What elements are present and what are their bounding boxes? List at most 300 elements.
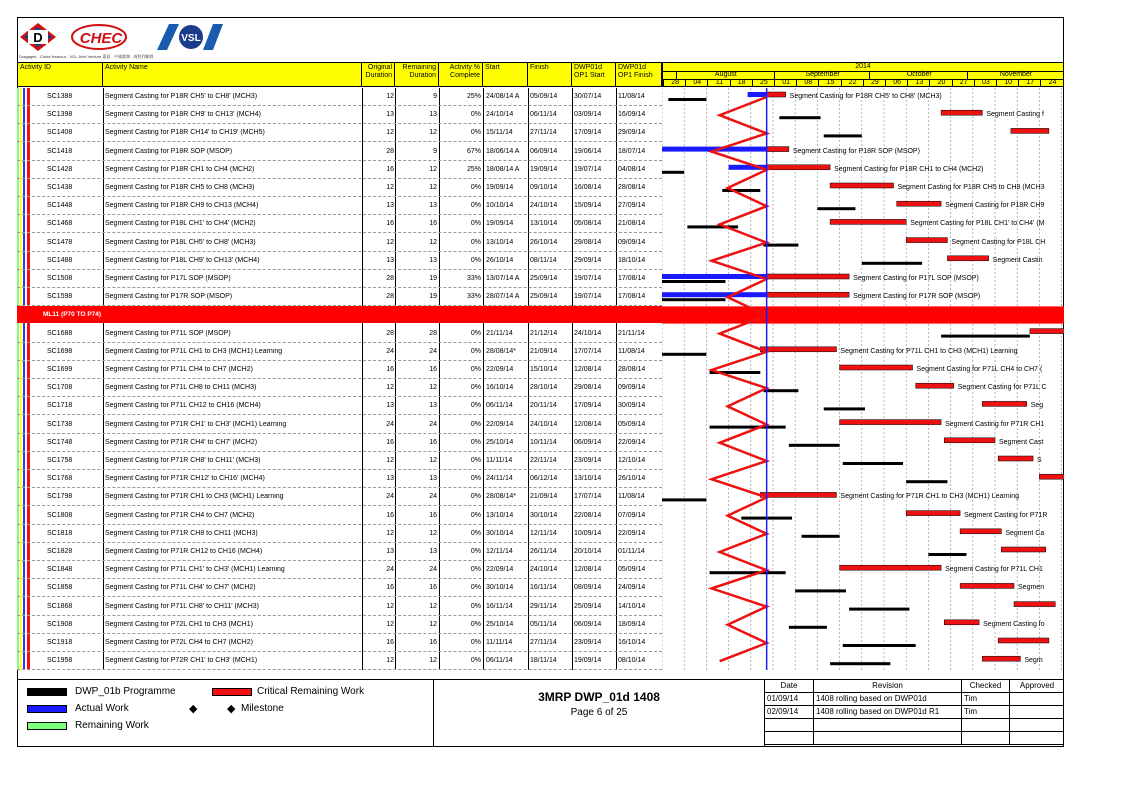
gantt-bar-label: Segment Casting for P71R CH1	[945, 420, 1045, 428]
vsl-logo	[155, 22, 225, 52]
cell-pct: 0%	[470, 457, 481, 464]
gantt-critical-bar	[840, 365, 913, 370]
cell-finish: 06/12/14	[530, 475, 558, 483]
cell-id: SC1598	[47, 293, 73, 301]
cell-start: 19/09/14	[486, 220, 514, 228]
gantt-critical-bar	[916, 383, 954, 388]
gantt-critical-bar	[1011, 128, 1049, 133]
gantt-bar-label: Segment Casting fo	[983, 620, 1045, 628]
cell-name: Segment Casting for P71L CH1' to CH3' (MCH1) Learning	[105, 566, 285, 574]
cell-name: Segment Casting for P71L CH4' to CH7' (MCH2)	[105, 584, 256, 592]
cell-finish: 24/10/14	[530, 202, 558, 210]
cell-finish: 08/11/14	[530, 256, 557, 264]
cell-id: SC1448	[47, 202, 73, 210]
cell-finish: 05/09/14	[530, 93, 558, 100]
activity-row[interactable]	[17, 579, 662, 597]
cell-ds: 19/07/14	[574, 293, 602, 301]
cell-start: 06/11/14	[486, 657, 513, 665]
cell-pct: 25%	[466, 93, 481, 100]
cell-id: SC1848	[47, 566, 73, 574]
cell-df: 16/10/14	[618, 639, 646, 646]
cell-name: Segment Casting for P18R CH1 to CH4 (MCH2)	[105, 165, 255, 173]
gantt-wbs-band	[662, 306, 1064, 323]
gantt-critical-bar	[944, 438, 995, 443]
cell-od: 12	[386, 184, 394, 191]
cell-df: 11/08/14	[618, 493, 645, 501]
activity-row[interactable]	[17, 252, 662, 270]
timeline-week: 18	[730, 79, 753, 87]
timeline-header	[662, 62, 1064, 87]
activity-row[interactable]	[17, 197, 662, 215]
cell-id: SC1958	[47, 657, 73, 665]
cell-pct: 0%	[470, 402, 481, 410]
activity-row[interactable]	[17, 288, 662, 306]
gantt-dwp-bar	[789, 626, 827, 629]
gantt-bar-label: Segment Casting for P18R CH5' to CH8' (MCH3)	[789, 93, 942, 100]
cell-id: SC1858	[47, 584, 73, 592]
cell-pct: 0%	[470, 329, 481, 337]
cell-od: 13	[386, 202, 394, 210]
cell-df: 28/08/14	[618, 366, 646, 373]
cell-id: SC1398	[47, 111, 73, 119]
cell-od: 13	[386, 548, 394, 555]
cell-df: 28/08/14	[618, 184, 646, 191]
cell-ds: 06/09/14	[574, 438, 602, 446]
gantt-bar-label: Segm	[1024, 657, 1043, 665]
col-activity-pct[interactable]: Activity % Complete	[439, 62, 483, 87]
cell-ds: 23/09/14	[574, 457, 602, 464]
cell-rd: 12	[429, 457, 437, 464]
gantt-dwp-bar	[830, 662, 890, 665]
cell-rd: 12	[429, 529, 437, 537]
activity-row[interactable]	[17, 616, 662, 634]
rev-date: 01/09/14	[765, 693, 814, 706]
gantt-dwp-bar	[710, 426, 786, 429]
cell-id: SC1698	[47, 347, 73, 355]
activity-row[interactable]	[17, 470, 662, 488]
cell-name: Segment Casting for P18R CH9 to CH13 (MCH4)	[105, 202, 259, 210]
cell-df: 18/07/14	[618, 147, 646, 155]
cell-start: 10/10/14	[486, 202, 514, 210]
cell-ds: 17/09/14	[574, 402, 602, 410]
gantt-dwp-bar	[662, 498, 706, 501]
timeline-weeks	[663, 79, 1063, 87]
gantt-bar-label: Segment Casting for P18L CH	[951, 238, 1046, 246]
cell-id: SC1718	[47, 402, 73, 410]
gantt-critical-bar	[982, 656, 1020, 661]
rev-empty-cell	[765, 719, 814, 732]
cell-name: Segment Casting for P71R CH4 to CH7 (MCH2)	[105, 511, 255, 519]
cell-df: 05/09/14	[618, 420, 646, 428]
chec-logo	[69, 24, 149, 50]
svg-text:D: D	[33, 30, 43, 45]
activity-row[interactable]	[17, 270, 662, 288]
gantt-bar-label: Segment Casting for P18R CH1 to CH4 (MCH2)	[834, 165, 984, 173]
activity-row[interactable]	[17, 434, 662, 452]
cell-start: 24/10/14	[486, 111, 514, 119]
cell-pct: 0%	[470, 420, 481, 428]
cell-pct: 0%	[470, 384, 481, 392]
cell-rd: 16	[429, 511, 437, 519]
activity-row[interactable]	[17, 161, 662, 179]
gantt-critical-bar	[998, 638, 1049, 643]
cell-df: 30/09/14	[618, 402, 646, 410]
rev-header-revision: Revision	[814, 680, 962, 693]
cell-name: Segment Casting for P17L SOP (MSOP)	[105, 275, 231, 282]
gantt-dwp-bar	[668, 98, 706, 101]
cell-finish: 24/10/14	[530, 566, 558, 574]
cell-pct: 0%	[470, 366, 481, 373]
cell-start: 28/08/14*	[486, 493, 516, 501]
activity-row[interactable]	[17, 525, 662, 543]
cell-rd: 16	[429, 220, 437, 228]
gantt-critical-bar	[840, 565, 941, 570]
cell-od: 12	[386, 620, 394, 628]
activity-row[interactable]	[17, 325, 662, 343]
cell-ds: 29/08/14	[574, 238, 602, 246]
rev-empty-cell	[962, 719, 1010, 732]
col-dwp-finish[interactable]: DWP01d OP1 Finish	[616, 62, 662, 87]
cell-name: Segment Casting for P71L CH8 to CH11 (MCH3)	[105, 384, 257, 392]
gantt-dwp-bar	[817, 207, 855, 210]
rev-header-approved: Approved	[1010, 680, 1064, 693]
gantt-critical-bar	[767, 292, 849, 297]
cell-ds: 30/07/14	[574, 93, 602, 100]
activity-row[interactable]	[17, 88, 662, 106]
cell-ds: 08/09/14	[574, 584, 602, 592]
timeline-month: September	[774, 71, 870, 79]
cell-rd: 12	[429, 165, 437, 173]
cell-start: 24/11/14	[486, 475, 513, 483]
gantt-critical-bar	[906, 511, 960, 516]
cell-pct: 0%	[470, 602, 481, 610]
cell-rd: 9	[433, 147, 437, 155]
gantt-dwp-bar	[779, 116, 820, 119]
cell-ds: 13/10/14	[574, 475, 602, 483]
gantt-dwp-bar	[710, 571, 786, 574]
col-activity-name[interactable]: Activity Name	[103, 62, 362, 87]
timeline-week: 08	[796, 79, 819, 87]
cell-rd: 19	[429, 275, 437, 282]
joint-venture-text: Dragages - China Harbour - VSL Joint Venture 惠晨 - 中國港灣 - 威胜利聯營	[19, 54, 154, 59]
gantt-bar-label: Segment Casting for P18R CH9	[945, 202, 1045, 210]
col-dwp-start[interactable]: DWP01d OP1 Start	[572, 62, 616, 87]
cell-od: 16	[386, 220, 394, 228]
cell-od: 24	[386, 493, 394, 501]
timeline-week: 03	[974, 79, 997, 87]
cell-start: 13/07/14 A	[486, 275, 520, 282]
activity-row[interactable]	[17, 452, 662, 470]
gantt-critical-bar	[767, 274, 849, 279]
cell-finish: 25/09/14	[530, 275, 558, 282]
activity-row[interactable]	[17, 379, 662, 397]
rev-header-date: Date	[765, 680, 814, 693]
cell-name: Segment Casting for P18R CH14' to CH19' (MCH5)	[105, 129, 265, 137]
cell-name: Segment Casting for P18L CH1' to CH4' (MCH2)	[105, 220, 256, 228]
timeline-week: 11	[707, 79, 730, 87]
gantt-bar-label: S	[1037, 457, 1042, 464]
cell-pct: 0%	[470, 111, 481, 119]
title-box	[434, 679, 764, 747]
cell-od: 12	[386, 129, 394, 137]
legend-milestone-label: Milestone	[241, 703, 284, 714]
timeline-week: 24	[1040, 79, 1063, 87]
activity-row[interactable]	[17, 598, 662, 616]
timeline-month: November	[967, 71, 1063, 79]
cell-df: 01/11/14	[618, 548, 645, 555]
cell-name: Segment Casting for P72R CH1' to CH3' (MCH1)	[105, 657, 258, 665]
activity-row[interactable]	[17, 234, 662, 252]
cell-od: 12	[386, 602, 394, 610]
cell-df: 12/10/14	[618, 457, 646, 464]
cell-start: 11/11/14	[486, 639, 513, 646]
gantt-bar-label: Segment Casting for P71L C	[957, 384, 1047, 392]
activity-row[interactable]	[17, 652, 662, 670]
cell-start: 24/08/14 A	[486, 93, 520, 100]
cell-od: 16	[386, 584, 394, 592]
col-remaining-duration[interactable]: Remaining Duration	[395, 62, 439, 87]
cell-finish: 25/09/14	[530, 293, 558, 301]
gantt-bar-label: Segment Casting for P71R	[964, 511, 1048, 519]
activity-row[interactable]	[17, 416, 662, 434]
cell-id: SC1428	[47, 165, 73, 173]
cell-pct: 0%	[470, 620, 481, 628]
gantt-actual-bar	[748, 92, 767, 97]
cell-df: 18/10/14	[618, 256, 646, 264]
timeline-month: August	[676, 71, 775, 79]
cell-id: SC1468	[47, 220, 73, 228]
rev-description: 1408 rolling based on DWP01d	[814, 693, 962, 706]
gantt-critical-bar	[1039, 474, 1064, 479]
cell-df: 17/08/14	[618, 275, 646, 282]
activity-row[interactable]	[17, 561, 662, 579]
cell-df: 16/09/14	[618, 111, 646, 119]
timeline-week: 06	[885, 79, 908, 87]
gantt-critical-bar	[767, 92, 786, 97]
cell-od: 16	[386, 511, 394, 519]
col-finish[interactable]: Finish	[528, 62, 572, 87]
cell-df: 09/09/14	[618, 384, 646, 392]
cell-od: 28	[386, 275, 394, 282]
cell-rd: 12	[429, 184, 437, 191]
rev-empty-cell	[765, 732, 814, 745]
timeline-week: 29	[863, 79, 886, 87]
cell-id: SC1388	[47, 93, 73, 100]
cell-rd: 13	[429, 402, 437, 410]
cell-ds: 25/09/14	[574, 602, 602, 610]
cell-rd: 16	[429, 438, 437, 446]
col-activity-id[interactable]: Activity ID	[17, 62, 103, 87]
cell-start: 28/07/14 A	[486, 293, 520, 301]
gantt-dwp-bar	[843, 462, 903, 465]
cell-id: SC1478	[47, 238, 73, 246]
cell-id: SC1798	[47, 493, 73, 501]
cell-pct: 0%	[470, 584, 481, 592]
cell-start: 19/09/14	[486, 184, 514, 191]
cell-name: Segment Casting for P18R CH5 to CH8 (MCH3)	[105, 184, 255, 191]
gantt-critical-bar	[760, 492, 836, 497]
activity-row[interactable]	[17, 343, 662, 361]
cell-rd: 13	[429, 111, 437, 119]
timeline-week: 27	[952, 79, 975, 87]
rev-approved	[1010, 693, 1064, 706]
cell-finish: 20/11/14	[530, 402, 557, 410]
activity-row[interactable]	[17, 543, 662, 561]
activity-row[interactable]	[17, 488, 662, 506]
gantt-dwp-bar	[941, 335, 1030, 338]
wbs-band[interactable]	[17, 306, 662, 323]
cell-od: 24	[386, 566, 394, 574]
cell-pct: 0%	[470, 548, 481, 555]
cell-od: 24	[386, 347, 394, 355]
cell-pct: 0%	[470, 493, 481, 501]
activity-row[interactable]	[17, 143, 662, 161]
gantt-critical-bar	[947, 256, 988, 261]
cell-ds: 24/10/14	[574, 329, 602, 337]
activity-row[interactable]	[17, 106, 662, 124]
col-start[interactable]: Start	[483, 62, 528, 87]
cell-od: 16	[386, 165, 394, 173]
cell-od: 12	[386, 657, 394, 665]
activity-row[interactable]	[17, 124, 662, 142]
cell-ds: 19/09/14	[574, 657, 602, 665]
cell-od: 12	[386, 529, 394, 537]
rev-approved	[1010, 706, 1064, 719]
cell-finish: 18/11/14	[530, 657, 557, 665]
cell-df: 21/08/14	[618, 220, 646, 228]
cell-pct: 0%	[470, 511, 481, 519]
cell-start: 21/11/14	[486, 329, 513, 337]
cell-rd: 24	[429, 493, 437, 501]
cell-id: SC1488	[47, 256, 73, 264]
activity-row[interactable]	[17, 634, 662, 652]
cell-pct: 0%	[470, 238, 481, 246]
gantt-bar-label: Segment Casting for P71L CH1	[945, 566, 1043, 574]
cell-name: Segment Casting for P71L CH8' to CH11' (MCH3)	[105, 602, 260, 610]
activity-row[interactable]	[17, 507, 662, 525]
cell-finish: 12/11/14	[530, 529, 557, 537]
gantt-bar-label: Segment Ca	[1005, 529, 1045, 537]
cell-id: SC1758	[47, 457, 73, 464]
gantt-critical-bar	[1014, 602, 1055, 607]
gantt-critical-bar	[998, 456, 1033, 461]
cell-ds: 12/08/14	[574, 420, 602, 428]
cell-finish: 16/11/14	[530, 584, 557, 592]
cell-od: 13	[386, 256, 394, 264]
activity-row[interactable]	[17, 397, 662, 415]
col-original-duration[interactable]: Original Duration	[362, 62, 395, 87]
gantt-critical-bar	[941, 110, 982, 115]
cell-od: 16	[386, 438, 394, 446]
cell-rd: 13	[429, 202, 437, 210]
cell-pct: 33%	[466, 275, 481, 282]
gantt-dwp-bar	[849, 608, 909, 611]
cell-id: SC1768	[47, 475, 73, 483]
cell-rd: 19	[429, 293, 437, 301]
gantt-bar-label: Segment Casting f	[986, 111, 1044, 119]
gantt-dwp-bar	[789, 444, 840, 447]
activity-row[interactable]	[17, 215, 662, 233]
cell-name: Segment Casting for P71R CH8 to CH11 (MCH3)	[105, 529, 258, 537]
cell-ds: 22/08/14	[574, 511, 602, 519]
gantt-chart	[662, 88, 1064, 670]
cell-name: Segment Casting for P71R CH12 to CH16 (MCH4)	[105, 548, 263, 555]
cell-pct: 67%	[466, 147, 481, 155]
cell-id: SC1918	[47, 639, 73, 646]
cell-pct: 0%	[470, 184, 481, 191]
rev-empty-cell	[814, 719, 962, 732]
cell-pct: 33%	[466, 293, 481, 301]
cell-od: 12	[386, 384, 394, 392]
milestone-icon: ◆	[227, 703, 236, 715]
legend-dwp-swatch	[27, 688, 67, 696]
cell-name: Segment Casting for P18L CH5' to CH8' (MCH3)	[105, 238, 256, 246]
cell-id: SC1908	[47, 620, 73, 628]
cell-rd: 13	[429, 256, 437, 264]
activity-row[interactable]	[17, 179, 662, 197]
cell-id: SC1808	[47, 511, 73, 519]
cell-finish: 27/11/14	[530, 639, 557, 646]
gantt-bar-label: Segment Casting for P71R CH1 to CH3 (MCH1) Learning	[840, 493, 1019, 501]
cell-name: Segment Casting for P71R CH8' to CH11' (MCH3)	[105, 457, 261, 464]
cell-start: 26/10/14	[486, 256, 514, 264]
timeline-week: 10	[996, 79, 1019, 87]
cell-ds: 29/08/14	[574, 384, 602, 392]
cell-start: 25/10/14	[486, 438, 514, 446]
cell-rd: 12	[429, 129, 437, 137]
rev-description: 1408 rolling based on DWP01d R1	[814, 706, 962, 719]
cell-od: 24	[386, 420, 394, 428]
activity-row[interactable]	[17, 361, 662, 379]
cell-df: 27/09/14	[618, 202, 646, 210]
cell-finish: 24/10/14	[530, 420, 558, 428]
timeline-week: 04	[685, 79, 708, 87]
gantt-bar-label: Segmen	[1018, 584, 1045, 592]
cell-rd: 28	[429, 329, 437, 337]
cell-ds: 17/09/14	[574, 129, 602, 137]
cell-name: Segment Casting for P18R CH5' to CH8' (MCH3)	[105, 93, 258, 100]
gantt-bar-label: Seg	[1030, 402, 1044, 410]
timeline-week: 17	[1018, 79, 1041, 87]
cell-pct: 25%	[466, 165, 481, 173]
cell-df: 11/08/14	[618, 347, 645, 355]
cell-start: 28/08/14*	[486, 347, 516, 355]
cell-id: SC1408	[47, 129, 73, 137]
cell-start: 06/11/14	[486, 402, 513, 410]
cell-start: 12/11/14	[486, 548, 513, 555]
cell-ds: 03/09/14	[574, 111, 602, 119]
dragages-logo	[19, 22, 57, 52]
gantt-critical-bar	[840, 420, 941, 425]
cell-df: 11/08/14	[618, 93, 645, 100]
cell-ds: 12/08/14	[574, 566, 602, 574]
cell-od: 13	[386, 111, 394, 119]
cell-finish: 06/09/14	[530, 147, 558, 155]
cell-df: 24/09/14	[618, 584, 646, 592]
gantt-dwp-bar	[824, 407, 865, 410]
cell-name: Segment Casting for P18R CH9' to CH13' (MCH4)	[105, 111, 261, 119]
timeline-week: 28	[663, 79, 686, 87]
timeline-year: 2014	[663, 63, 1063, 72]
gantt-bar-label: Segment Casting for P17R SOP (MSOP)	[853, 293, 981, 301]
cell-df: 07/09/14	[618, 511, 646, 519]
timeline-week: 13	[907, 79, 930, 87]
revision-table	[764, 679, 1064, 747]
gantt-bar-label: Segment Casting for P18R CH5 to CH8 (MCH3	[897, 184, 1045, 191]
gantt-actual-bar	[662, 292, 767, 297]
cell-pct: 0%	[470, 529, 481, 537]
cell-od: 12	[386, 238, 394, 246]
